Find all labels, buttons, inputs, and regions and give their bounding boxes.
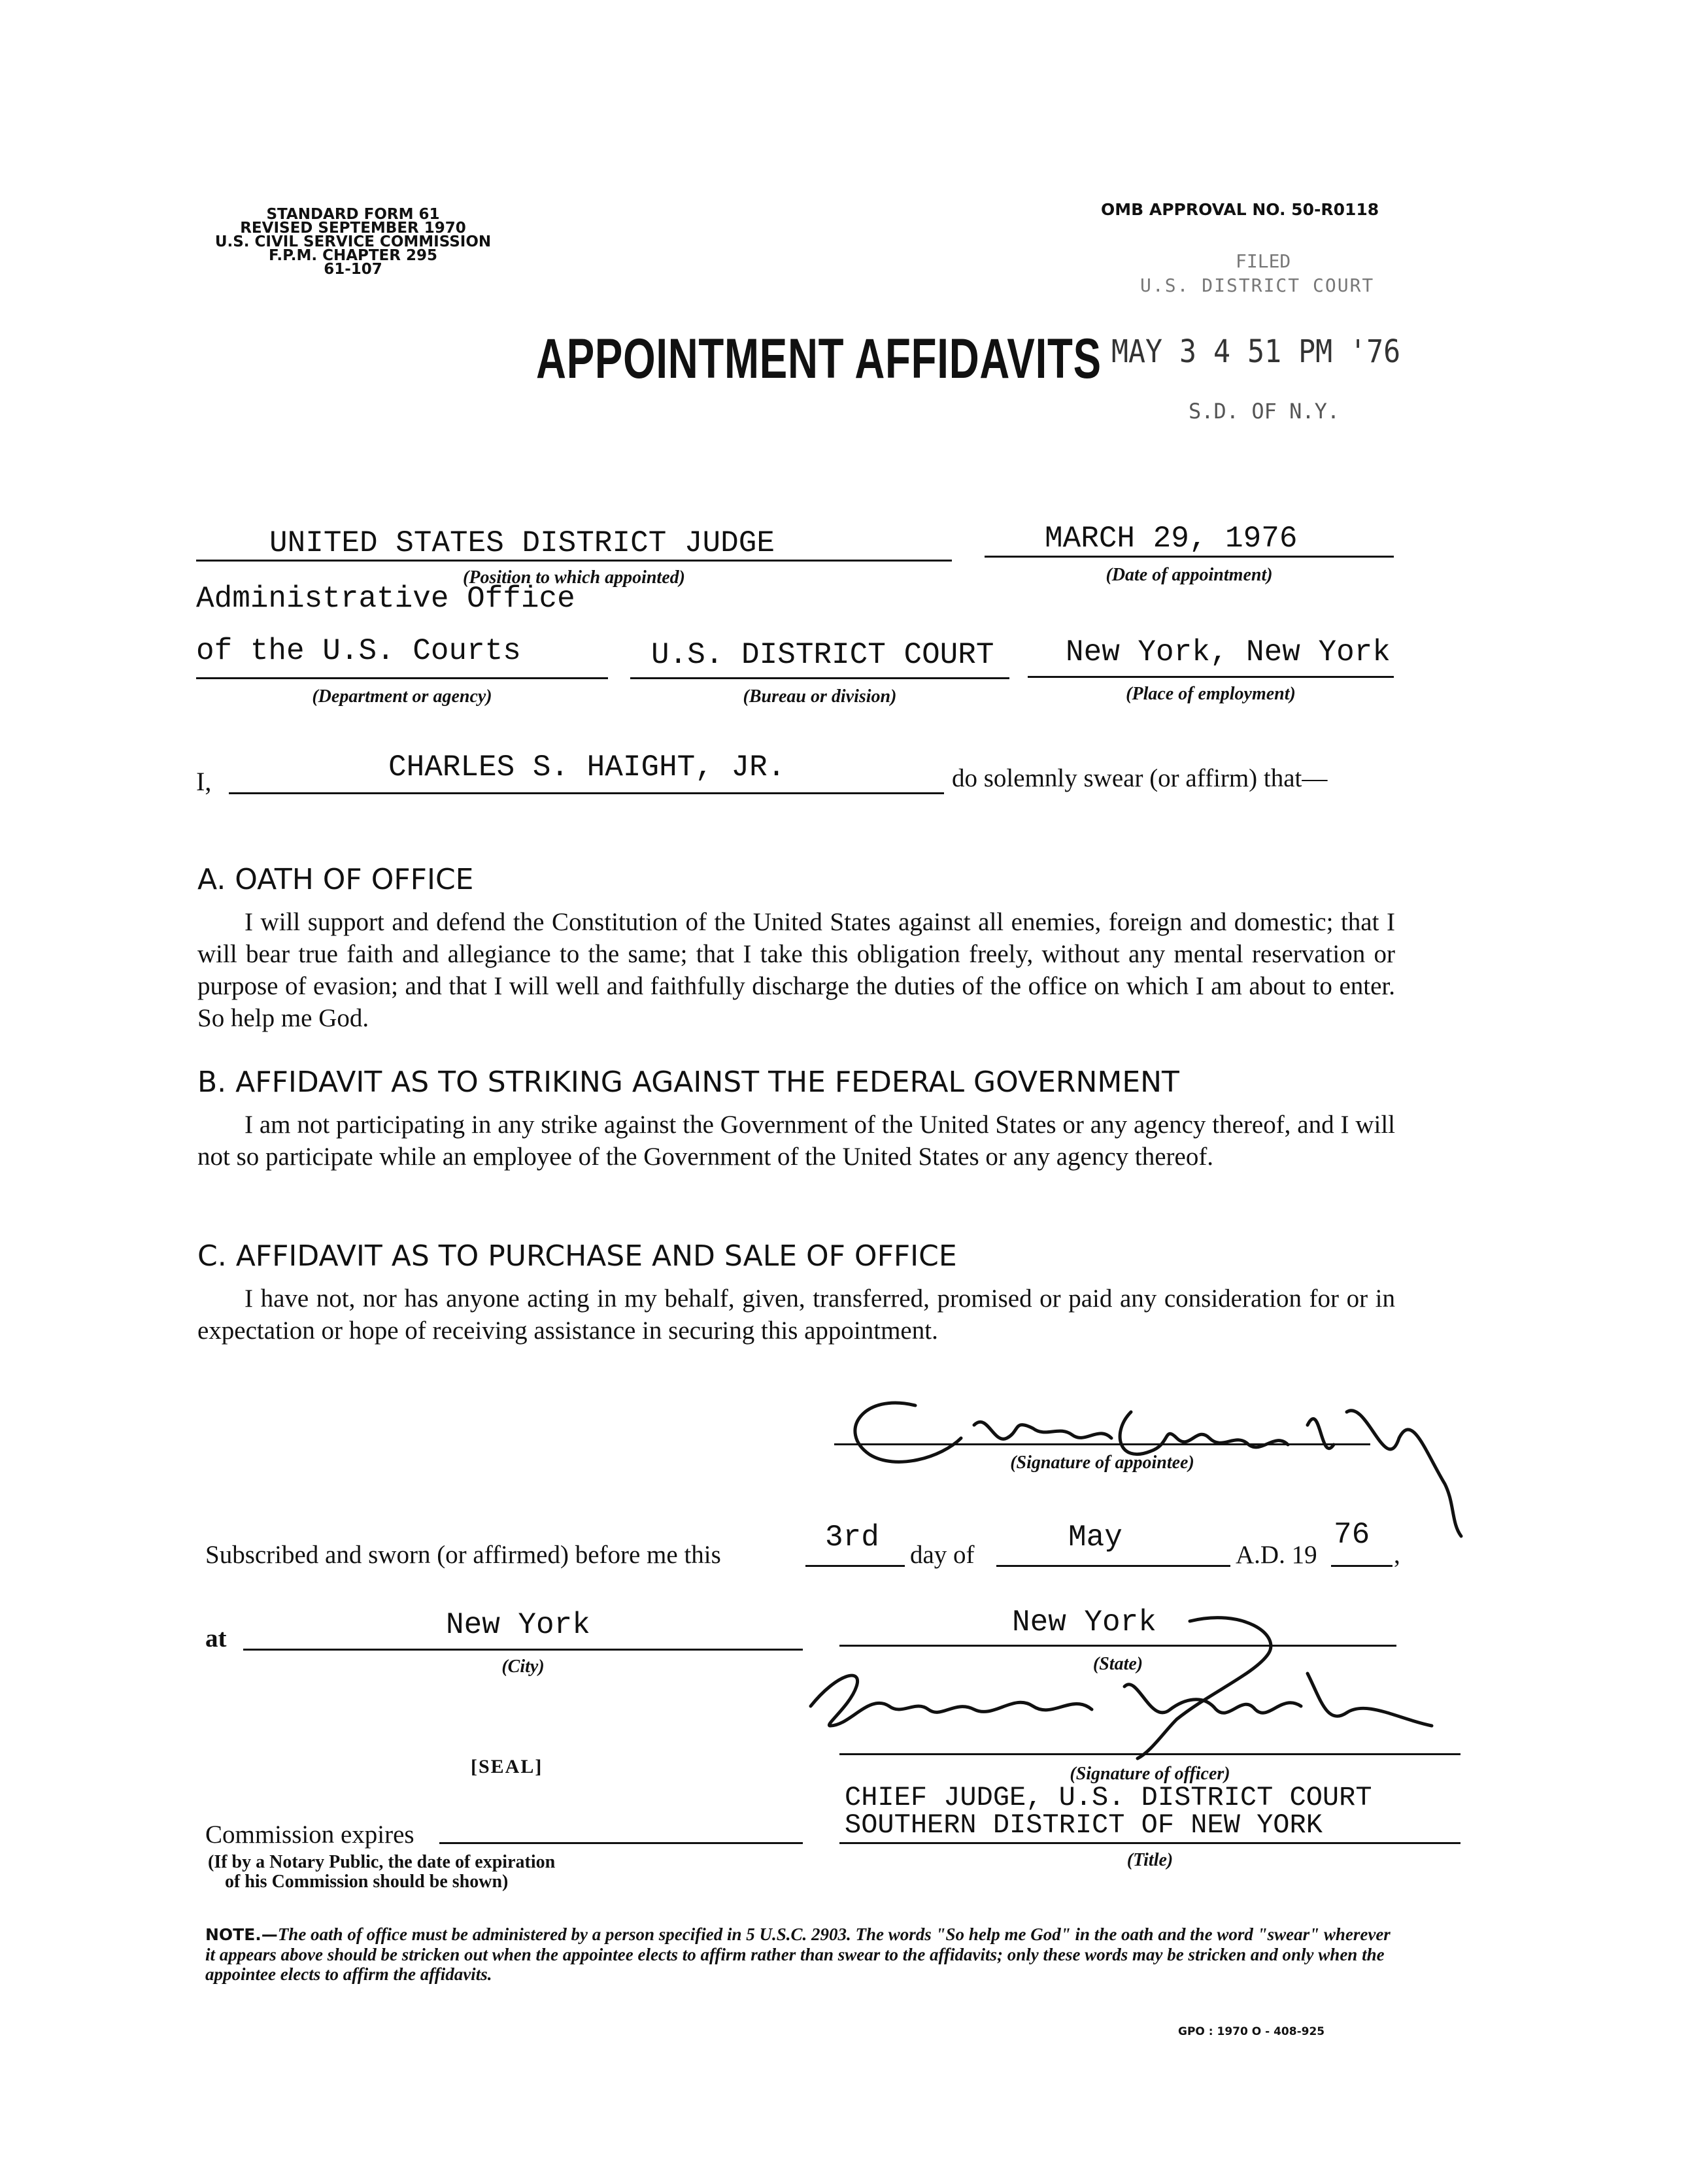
officer-title-caption: (Title)	[1126, 1850, 1173, 1870]
department-value-line2: of the U.S. Courts	[196, 634, 521, 668]
form-chapter: F.P.M. CHAPTER 295	[269, 247, 437, 264]
place-caption: (Place of employment)	[1126, 684, 1296, 704]
sworn-prefix: Subscribed and sworn (or affirmed) before me this	[205, 1541, 721, 1569]
footer-note	[205, 1924, 1402, 1984]
officer-signature-line	[839, 1753, 1460, 1755]
commission-note-line2: of his Commission should be shown)	[225, 1872, 509, 1892]
officer-title-line	[839, 1842, 1460, 1844]
filed-stamp-line1: FILED	[1236, 250, 1291, 272]
sworn-at: at	[205, 1624, 227, 1653]
place-value: New York, New York	[1066, 635, 1391, 669]
form-agency: U.S. CIVIL SERVICE COMMISSION	[214, 233, 492, 250]
sworn-month-line	[996, 1565, 1230, 1567]
sworn-year-line	[1331, 1565, 1393, 1567]
filed-stamp-line3: MAY 3 4 51 PM '76	[1111, 333, 1401, 370]
appointee-signature-line	[834, 1443, 1370, 1445]
date-value: MARCH 29, 1976	[1045, 522, 1298, 556]
date-caption: (Date of appointment)	[1106, 565, 1273, 585]
commission-note	[208, 1853, 555, 1892]
document-title: APPOINTMENT AFFIDAVITS	[536, 328, 1102, 390]
section-c-body: I have not, nor has anyone acting in my behalf, given, transferred, promised or paid any consideration for or in expectation or hope of receiving assistance in securing this appointment.	[197, 1285, 1395, 1345]
commission-line	[439, 1842, 803, 1844]
appointee-name: CHARLES S. HAIGHT, JR.	[388, 750, 786, 784]
bureau-value: U.S. DISTRICT COURT	[651, 638, 994, 672]
form-revised: REVISED SEPTEMBER 1970	[240, 220, 466, 237]
omb-approval: OMB APPROVAL NO. 50-R0118	[1101, 200, 1379, 219]
date-line	[985, 556, 1394, 558]
sworn-end: ,	[1394, 1541, 1400, 1569]
officer-signature-caption: (Signature of officer)	[1070, 1764, 1230, 1784]
seal-label: [SEAL]	[471, 1756, 543, 1777]
commission-note-line1: (If by a Notary Public, the date of expiration	[208, 1852, 556, 1872]
bureau-line	[630, 677, 1009, 679]
form-header-block	[183, 208, 523, 277]
section-b-body: I am not participating in any strike against the Government of the United States or any agency thereof, and I will not so participate while an employee of the Government of the United States or any agency thereof.	[197, 1111, 1395, 1171]
commission-label: Commission expires	[205, 1821, 414, 1849]
officer-title-line2: SOUTHERN DISTRICT OF NEW YORK	[845, 1809, 1323, 1841]
state-caption: (State)	[1092, 1654, 1143, 1674]
sworn-day: 3rd	[825, 1520, 879, 1554]
note-label: NOTE.—	[205, 1925, 278, 1944]
sworn-day-of: day of	[910, 1541, 975, 1569]
sworn-month: May	[1068, 1520, 1123, 1554]
department-value-line1: Administrative Office	[196, 582, 575, 616]
position-line	[196, 560, 952, 562]
department-caption: (Department or agency)	[312, 686, 492, 707]
position-caption: (Position to which appointed)	[463, 567, 685, 588]
department-line	[196, 677, 608, 679]
sworn-ad: A.D. 19	[1236, 1541, 1317, 1569]
state-value: New York	[1012, 1605, 1156, 1639]
oath-intro-prefix: I,	[196, 767, 212, 796]
officer-signature	[785, 1595, 1438, 1765]
form-code: 61-107	[324, 261, 382, 278]
sworn-day-line	[805, 1565, 905, 1567]
position-value: UNITED STATES DISTRICT JUDGE	[269, 526, 775, 560]
filed-stamp-line2: U.S. DISTRICT COURT	[1140, 275, 1375, 296]
place-line	[1028, 676, 1394, 678]
filed-stamp-line4: S.D. OF N.Y.	[1189, 399, 1340, 424]
section-a-body: I will support and defend the Constitution of the United States against all enemies, foreign and domestic; that I will bear true faith and allegiance to the same; that I take this obligation freely, without any mental reservation or purpose of evasion; and that I will well and faithfully discharge the duties of the office on which I am about to enter. So help me God.	[197, 908, 1395, 1032]
appointee-signature-caption: (Signature of appointee)	[1010, 1453, 1194, 1473]
oath-intro-suffix: do solemnly swear (or affirm) that—	[952, 764, 1328, 792]
sworn-year: 76	[1334, 1518, 1370, 1552]
form-name: STANDARD FORM 61	[266, 206, 440, 223]
section-b-heading: B. AFFIDAVIT AS TO STRIKING AGAINST THE FEDERAL GOVERNMENT	[197, 1066, 1179, 1099]
city-line	[243, 1649, 803, 1651]
officer-title-line1: CHIEF JUDGE, U.S. DISTRICT COURT	[845, 1782, 1372, 1813]
appointee-name-line	[229, 792, 944, 794]
gpo-imprint: GPO : 1970 O - 408-925	[1178, 2025, 1325, 2038]
city-value: New York	[446, 1608, 590, 1642]
bureau-caption: (Bureau or division)	[743, 686, 897, 707]
section-c-heading: C. AFFIDAVIT AS TO PURCHASE AND SALE OF OFFICE	[197, 1239, 957, 1273]
section-a-heading: A. OATH OF OFFICE	[197, 863, 474, 896]
city-caption: (City)	[501, 1656, 545, 1677]
note-text: The oath of office must be administered by a person specified in 5 U.S.C. 2903. The words "So help me God" in the oath and the word "swear" wherever it appears above should be stricken out when the appointee elects to affirm rather than swear to the affidavits; only these words may be stricken and only when the appointee elects to affirm the affidavits.	[205, 1924, 1391, 1984]
